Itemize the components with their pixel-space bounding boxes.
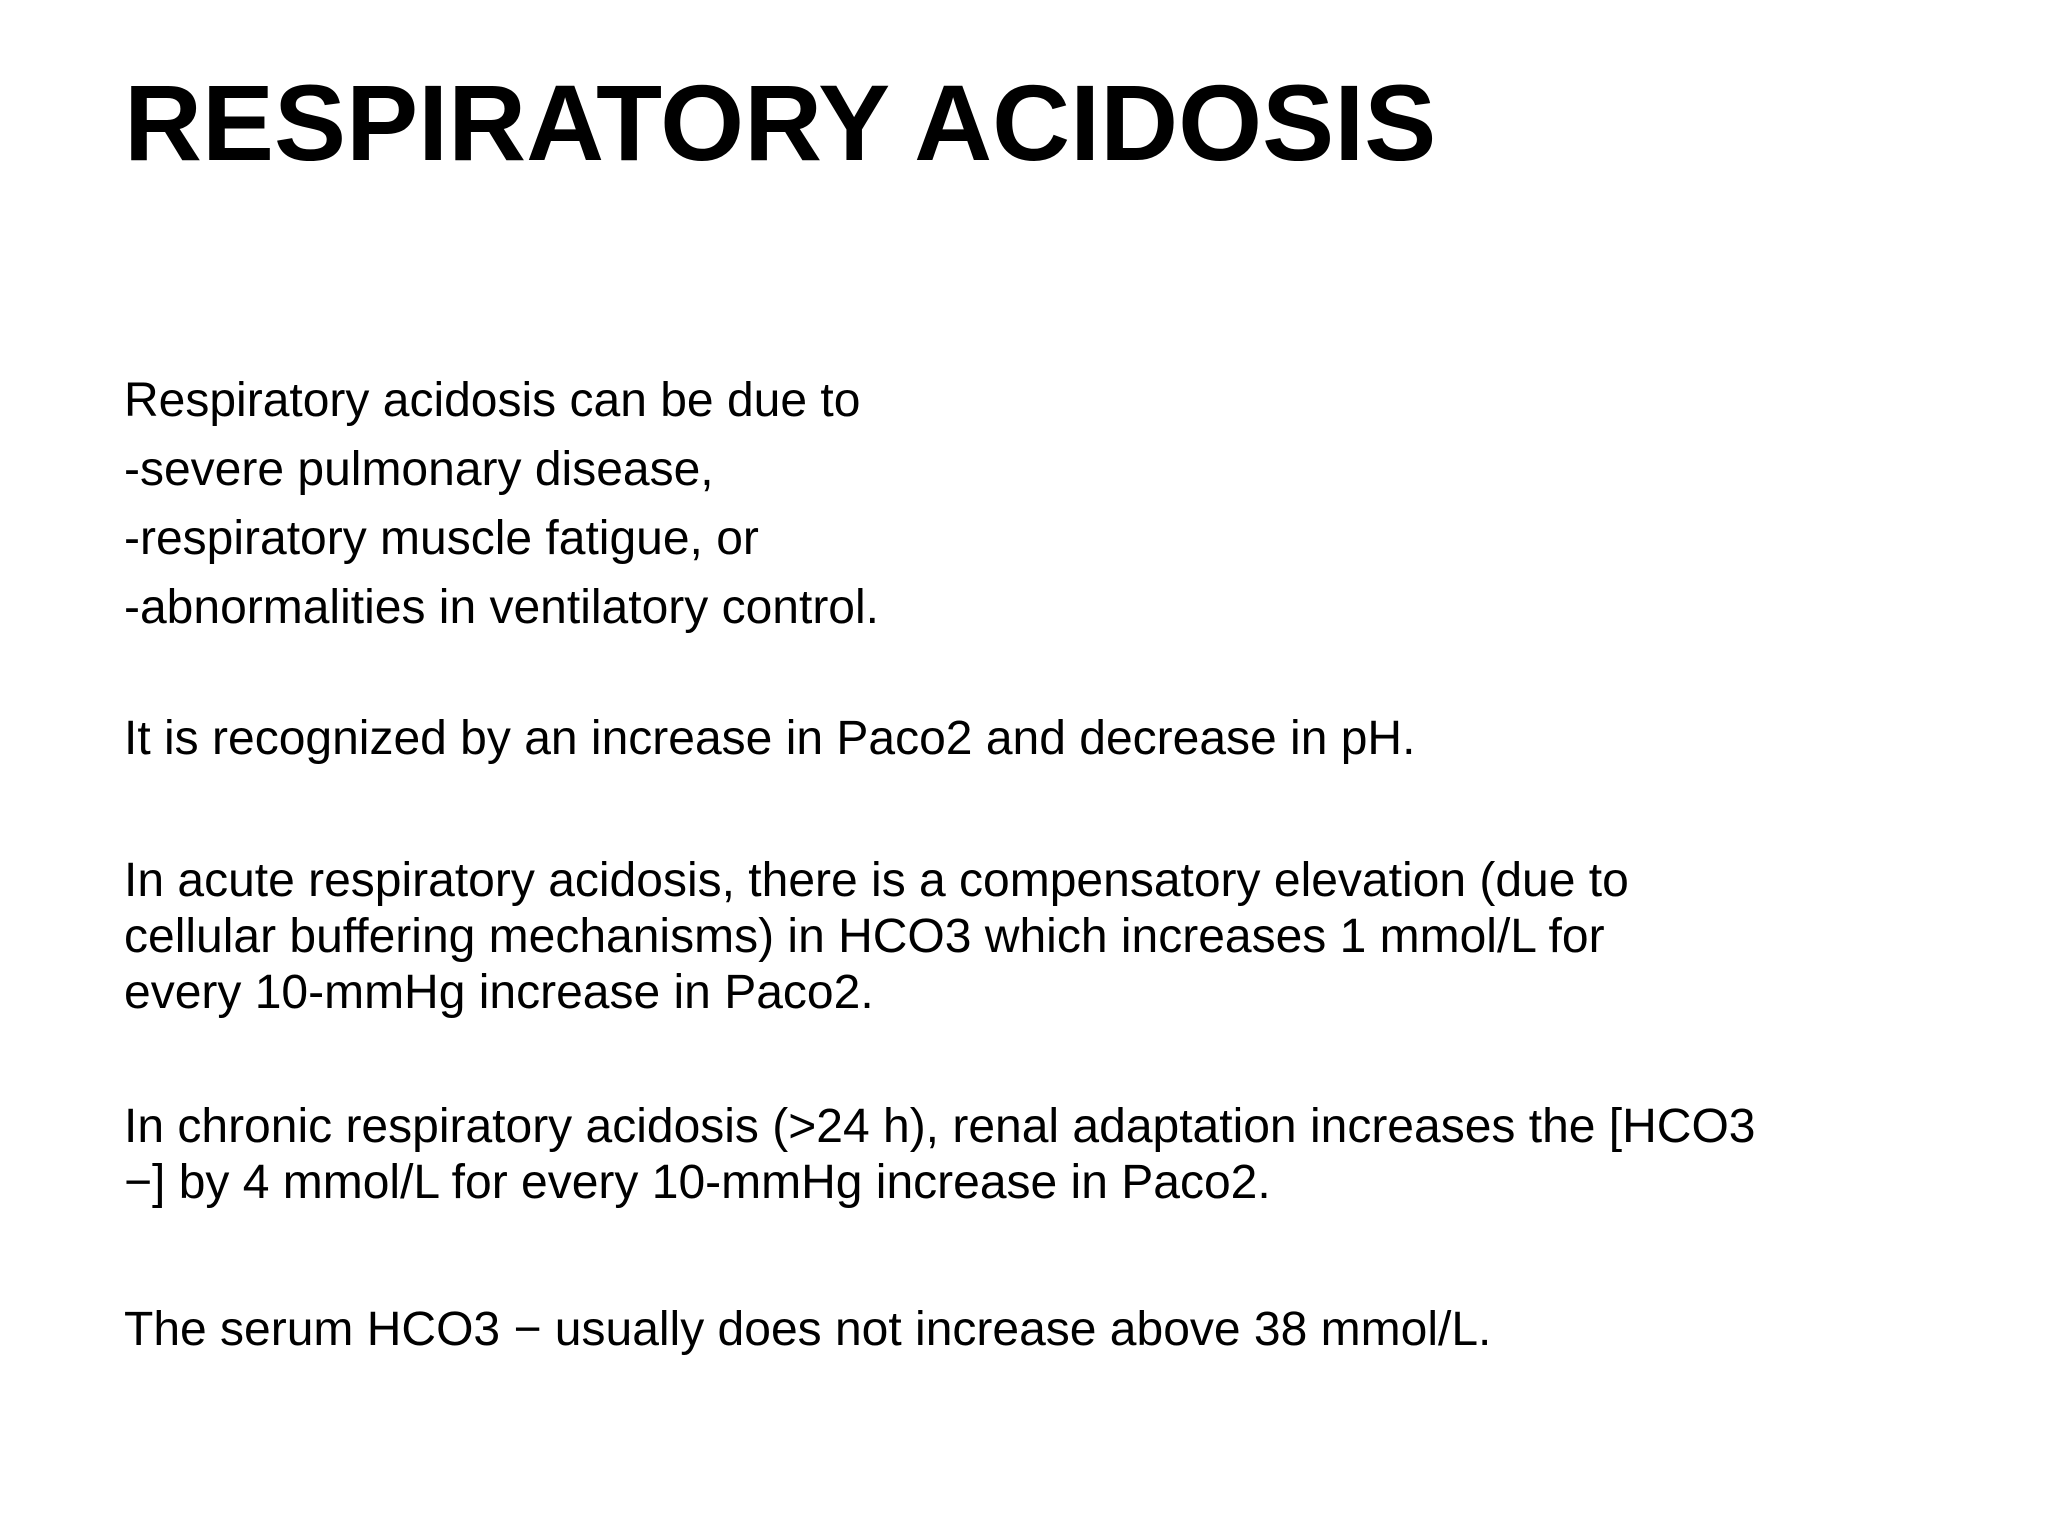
limit-text: The serum HCO3 − usually does not increase above 38 mmol/L.: [124, 1303, 1492, 1356]
cause-item: -respiratory muscle fatigue, or: [124, 512, 759, 565]
chronic-line-2: −] by 4 mmol/L for every 10-mmHg increase in Paco2.: [124, 1156, 1271, 1209]
cause-item: -severe pulmonary disease,: [124, 443, 714, 496]
chronic-line-1: In chronic respiratory acidosis (>24 h), renal adaptation increases the [HCO3: [124, 1100, 1756, 1153]
intro-text: Respiratory acidosis can be due to: [124, 374, 861, 427]
slide-title: RESPIRATORY ACIDOSIS: [124, 62, 1437, 183]
acute-line-3: every 10-mmHg increase in Paco2.: [124, 966, 874, 1019]
chronic-paragraph: [124, 1099, 1924, 1211]
slide-body: [124, 366, 1924, 1364]
acute-line-2: cellular buffering mechanisms) in HCO3 which increases 1 mmol/L for: [124, 910, 1605, 963]
cause-item: -abnormalities in ventilatory control.: [124, 581, 879, 634]
acute-paragraph: [124, 853, 1924, 1021]
acute-line-1: In acute respiratory acidosis, there is a compensatory elevation (due to: [124, 854, 1629, 907]
recognition-text: It is recognized by an increase in Paco2 and decrease in pH.: [124, 712, 1416, 765]
